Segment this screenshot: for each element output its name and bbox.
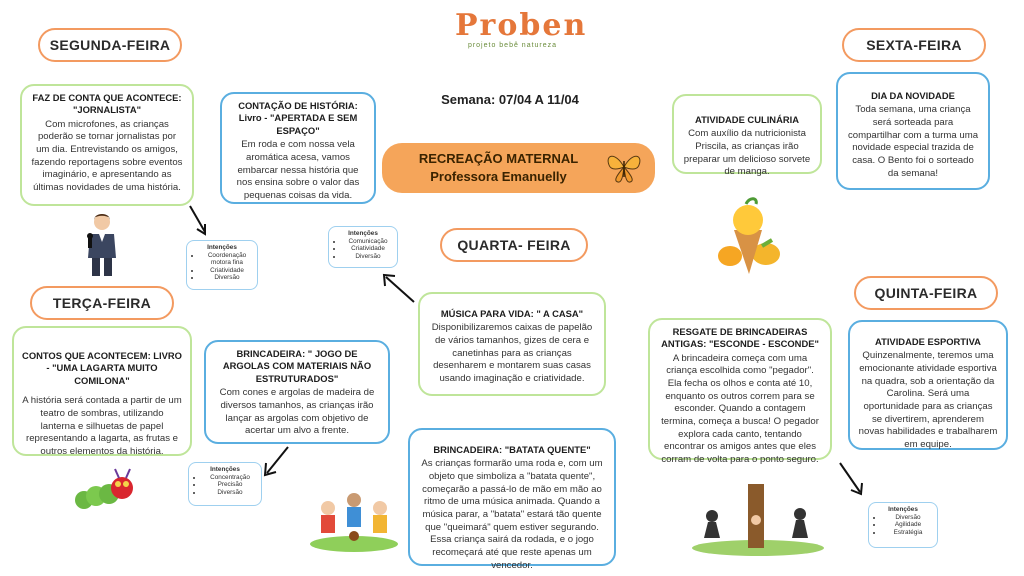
intention-item: • Coordenação motora fina <box>201 252 253 267</box>
day-label-segunda: SEGUNDA-FEIRA <box>38 28 182 62</box>
arrow-quarta <box>380 272 418 306</box>
activity-body: A história será contada a partir de um teatro de sombras, utilizando lanterna e silhuetas de papel representando a lagarta, as frutas e outros elementos da história. <box>22 395 182 457</box>
activity-title: CONTAÇÃO DE HISTÓRIA: Livro - "APERTADA E SEM ESPAÇO" <box>238 100 358 136</box>
intentions-box-segunda <box>186 240 258 290</box>
logo-tagline: projeto bebê natureza <box>467 42 558 49</box>
intentions-box-terca <box>188 462 262 506</box>
intention-item: • Estratégia <box>883 529 933 536</box>
day-label-terca: TERÇA-FEIRA <box>30 286 174 320</box>
kids-playing-illustration <box>308 486 400 554</box>
intention-item: • Concentração <box>203 474 257 481</box>
intention-item: • Agilidade <box>883 521 933 528</box>
week-label: Semana: 07/04 A 11/04 <box>441 92 579 107</box>
activity-body: Com cones e argolas de madeira de diversos tamanhos, as crianças irão lançar as argolas com objetivo de acertar um alvo a frente. <box>219 387 375 437</box>
class-banner <box>382 143 655 193</box>
intentions-title: Intenções <box>210 466 240 473</box>
arrow-terca <box>262 444 292 478</box>
activity-body: A brincadeira começa com uma criança escolhida como "pegador". Ela fecha os olhos e conta até 10, enquanto os outros correm para se esconder. Quando a contagem termina, começa a busca! O pegador explora cada canto, tentando encontrar os amigos antes que eles corram de volta para o ponto seguro. <box>661 352 819 466</box>
caterpillar-illustration <box>72 466 142 514</box>
intention-item: • Criatividade <box>201 267 253 274</box>
activity-title: DIA DA NOVIDADE <box>871 90 955 101</box>
day-label-quinta: QUINTA-FEIRA <box>854 276 998 310</box>
banner-teacher: Professora Emanuelly <box>430 169 567 184</box>
intention-item: • Diversão <box>883 514 933 521</box>
activity-title: ATIVIDADE CULINÁRIA <box>695 114 799 125</box>
activity-card-esportiva <box>848 320 1008 450</box>
activity-body: As crianças formarão uma roda e, com um objeto que simboliza a "batata quente", começarão a passá-lo de mão em mão ao ritmo de uma música animada. Quando a música parar, a "batata" estará tão quente que "queimará" quem estiver segurando. Essa criança sairá da rodada, e o jogo recomeçará até que reste apenas um vencedor. <box>421 458 603 571</box>
butterfly-icon <box>605 149 643 185</box>
mango-icecream-illustration <box>712 196 784 278</box>
activity-card-argolas <box>204 340 390 444</box>
intention-item: • Diversão <box>203 489 257 496</box>
activity-title: CONTOS QUE ACONTECEM: LIVRO - "UMA LAGARTA MUITO COMILONA" <box>22 350 182 386</box>
activity-card-contos <box>12 326 192 456</box>
activity-title: BRINCADEIRA: "BATATA QUENTE" <box>433 444 591 455</box>
banner-title: RECREAÇÃO MATERNAL <box>418 151 579 167</box>
arrow-quinta <box>836 460 866 498</box>
intentions-box-quarta <box>328 226 398 268</box>
intention-item: • Comunicação <box>343 238 393 245</box>
activity-card-resgate <box>648 318 832 466</box>
hide-and-seek-illustration <box>690 480 826 556</box>
activity-card-batata <box>408 428 616 571</box>
intentions-title: Intenções <box>207 244 237 251</box>
activity-body: Quinzenalmente, teremos uma emocionante atividade esportiva na quadra, sob a orientação da Carolina. Será uma oportunidade para as crianças se divertirem, aprenderem novas habilidades e trabalharem em equipe. <box>858 350 998 450</box>
activity-body: Em roda e com nossa vela aromática acesa, vamos embarcar nessa história que nos ensina sobre o valor das pequenas coisas da vida. <box>236 139 360 201</box>
activity-title: BRINCADEIRA: " JOGO DE ARGOLAS COM MATERIAIS NÃO ESTRUTURADOS" <box>222 348 372 384</box>
intentions-title: Intenções <box>348 230 378 237</box>
activity-card-culinaria <box>672 94 822 178</box>
activity-body: Com microfones, as crianças poderão se tornar jornalistas por um dia. Entrevistando os amigos, fazendo reportagens sobre eventos imaginário, e apresentando as últimas novidades de uma história. <box>31 118 183 194</box>
activity-body: Toda semana, uma criança será sorteada para compartilhar com a turma uma novidade especial trazida de casa. O Bento foi o sorteado da semana! <box>847 104 979 179</box>
intention-item: • Diversão <box>201 274 253 281</box>
logo <box>455 8 588 58</box>
activity-body: Com auxílio da nutricionista Priscila, as crianças irão preparar um delicioso sorvete de manga. <box>683 128 811 178</box>
logo-word: Proben <box>455 8 588 43</box>
intentions-title: Intenções <box>888 506 918 513</box>
intention-item: • Criatividade <box>343 245 393 252</box>
activity-title: MÚSICA PARA VIDA: " A CASA" <box>440 308 584 319</box>
activity-card-novidade <box>836 72 990 190</box>
day-label-quarta: QUARTA- FEIRA <box>440 228 588 262</box>
activity-body: Disponibilizaremos caixas de papelão de vários tamanhos, gizes de cera e canetinhas para as crianças desenharem e montarem suas casas usando imaginação e criatividade. <box>431 322 593 385</box>
activity-card-contacao <box>220 92 376 204</box>
activity-title: FAZ DE CONTA QUE ACONTECE: "JORNALISTA" <box>32 92 182 116</box>
intention-item: • Diversão <box>343 253 393 260</box>
intention-item: • Precisão <box>203 481 257 488</box>
activity-card-faz-de-conta <box>20 84 194 206</box>
activity-card-musica <box>418 292 606 396</box>
activity-title: RESGATE DE BRINCADEIRAS ANTIGAS: "ESCONDE - ESCONDE" <box>661 326 819 350</box>
journalist-illustration <box>82 212 122 278</box>
activity-title: ATIVIDADE ESPORTIVA <box>875 336 981 347</box>
day-label-sexta: SEXTA-FEIRA <box>842 28 986 62</box>
intentions-box-quinta <box>868 502 938 548</box>
arrow-segunda <box>186 204 210 238</box>
